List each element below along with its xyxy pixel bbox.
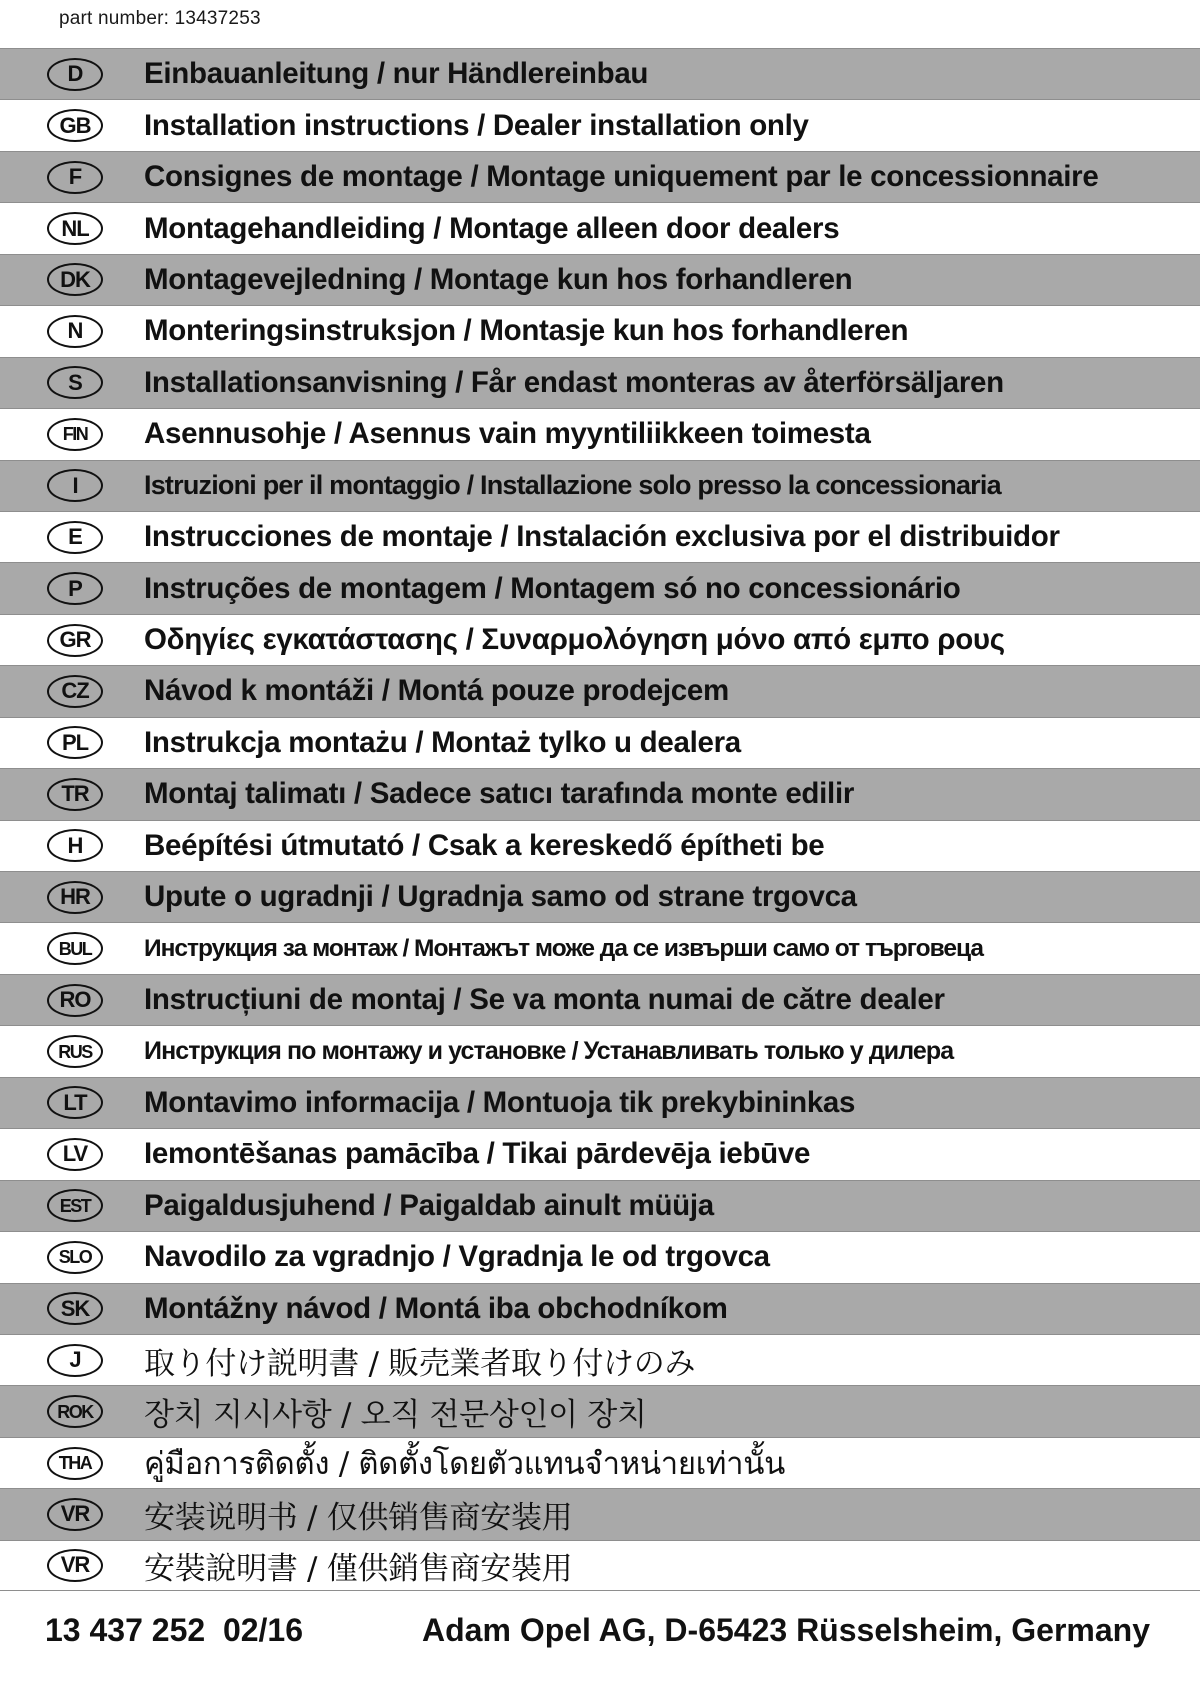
country-badge: RO — [47, 984, 103, 1017]
country-badge: VR — [47, 1498, 103, 1531]
instruction-title: Montážny návod / Montá iba obchodníkom — [144, 1291, 728, 1325]
country-badge: H — [47, 829, 103, 862]
language-row-slo — [0, 1231, 1200, 1282]
country-badge: VR — [47, 1549, 103, 1582]
language-row-h — [0, 820, 1200, 871]
instruction-title: Instrukcja montażu / Montaż tylko u dealera — [144, 725, 741, 759]
country-badge: LT — [47, 1086, 103, 1119]
language-row-lt — [0, 1077, 1200, 1128]
instruction-title: Consignes de montage / Montage uniquement par le concessionnaire — [144, 160, 1099, 194]
instruction-title: Instrucțiuni de montaj / Se va monta numai de către dealer — [144, 983, 945, 1017]
footer — [0, 1612, 1200, 1662]
country-badge: DK — [47, 263, 103, 296]
language-row-pl — [0, 717, 1200, 768]
language-row-nl — [0, 202, 1200, 253]
country-badge: LV — [47, 1138, 103, 1171]
country-badge: SLO — [47, 1241, 103, 1274]
country-badge: PL — [47, 726, 103, 759]
language-row-i — [0, 460, 1200, 511]
country-badge: BUL — [47, 932, 103, 965]
country-badge: EST — [47, 1189, 103, 1222]
instruction-title: Montavimo informacija / Montuoja tik prekybininkas — [144, 1085, 856, 1119]
instruction-title: Instruções de montagem / Montagem só no concessionário — [144, 571, 961, 605]
instruction-title: Návod k montáži / Montá pouze prodejcem — [144, 674, 729, 708]
country-badge: HR — [47, 881, 103, 914]
instruction-title: คู่มือการติดตั้ง / ติดตั้งโดยตัวแทนจำหน่ายเท่านั้น — [144, 1446, 786, 1483]
language-row-fin — [0, 408, 1200, 459]
instruction-title: Instrucciones de montaje / Instalación exclusiva por el distribuidor — [144, 520, 1060, 554]
language-row-cz — [0, 665, 1200, 716]
instruction-title: Montagehandleiding / Montage alleen door dealers — [144, 211, 840, 245]
country-badge: D — [47, 58, 103, 91]
language-row-f — [0, 151, 1200, 202]
language-row-gr — [0, 614, 1200, 665]
country-badge: NL — [47, 212, 103, 245]
language-row-tha — [0, 1437, 1200, 1488]
language-row-j — [0, 1334, 1200, 1385]
language-row-ro — [0, 974, 1200, 1025]
language-row-est — [0, 1180, 1200, 1231]
language-row-vr-traditional — [0, 1540, 1200, 1591]
country-badge: S — [47, 366, 103, 399]
instruction-title: Istruzioni per il montaggio / Installazione solo presso la concessionaria — [144, 470, 1001, 501]
instruction-title: Οδηγίες εγκατάστασης / Συναρμολόγηση μόνο από εμπο ρους — [144, 623, 1005, 657]
instruction-title: 安裝說明書 / 僅供銷售商安裝用 — [144, 1550, 573, 1587]
instruction-title: Montaj talimatı / Sadece satıcı tarafında monte edilir — [144, 777, 855, 811]
instruction-title: Paigaldusjuhend / Paigaldab ainult müüja — [144, 1188, 714, 1222]
country-badge: RUS — [47, 1035, 103, 1068]
language-row-e — [0, 511, 1200, 562]
country-badge: CZ — [47, 675, 103, 708]
country-badge: FIN — [47, 418, 103, 451]
language-row-hr — [0, 871, 1200, 922]
country-badge: ROK — [47, 1395, 103, 1428]
instruction-title: Asennusohje / Asennus vain myyntiliikkeen toimesta — [144, 417, 871, 451]
language-row-bul — [0, 922, 1200, 973]
language-row-n — [0, 305, 1200, 356]
part-number: part number: 13437253 — [59, 8, 261, 29]
language-row-rus — [0, 1025, 1200, 1076]
document-code: 13 437 252 02/16 — [45, 1612, 304, 1648]
instruction-title: 取り付け説明書 / 販売業者取り付けのみ — [144, 1345, 696, 1382]
language-row-p — [0, 562, 1200, 613]
company-address: Adam Opel AG, D-65423 Rüsselsheim, Germany — [422, 1612, 1150, 1648]
country-badge: E — [47, 521, 103, 554]
country-badge: J — [47, 1344, 103, 1377]
country-badge: SK — [47, 1292, 103, 1325]
language-row-rok — [0, 1385, 1200, 1436]
country-badge: I — [47, 469, 103, 502]
language-row-s — [0, 357, 1200, 408]
country-badge: P — [47, 572, 103, 605]
language-row-vr-simplified — [0, 1488, 1200, 1539]
country-badge: F — [47, 161, 103, 194]
instruction-title: Iemontēšanas pamācība / Tikai pārdevēja iebūve — [144, 1137, 811, 1171]
instruction-title: 安装说明书 / 仅供销售商安装用 — [144, 1499, 573, 1536]
country-badge: N — [47, 315, 103, 348]
instruction-title: Installationsanvisning / Får endast monteras av återförsäljaren — [144, 365, 1004, 399]
instruction-title: Installation instructions / Dealer installation only — [144, 108, 809, 142]
instruction-title: Upute o ugradnji / Ugradnja samo od strane trgovca — [144, 880, 857, 914]
instruction-title: Инструкция по монтажу и установке / Устанавливать только у дилера — [144, 1037, 954, 1066]
instruction-title: Инструкция за монтаж / Монтажът може да се извърши само от търговеца — [144, 934, 983, 962]
country-badge: GB — [47, 109, 103, 142]
language-row-gb — [0, 99, 1200, 150]
country-badge: GR — [47, 624, 103, 657]
instruction-title: Einbauanleitung / nur Händlereinbau — [144, 57, 649, 91]
instruction-title: Monteringsinstruksjon / Montasje kun hos forhandleren — [144, 314, 909, 348]
language-row-dk — [0, 254, 1200, 305]
language-row-d — [0, 48, 1200, 99]
country-badge: THA — [47, 1447, 103, 1480]
language-row-sk — [0, 1283, 1200, 1334]
language-row-lv — [0, 1128, 1200, 1179]
instruction-title: Navodilo za vgradnjo / Vgradnja le od trgovca — [144, 1240, 770, 1274]
instruction-title: Beépítési útmutató / Csak a kereskedő építheti be — [144, 828, 825, 862]
language-list — [0, 48, 1200, 1591]
instruction-title: 장치 지시사항 / 오직 전문상인이 장치 — [144, 1397, 647, 1434]
language-row-tr — [0, 768, 1200, 819]
instruction-title: Montagevejledning / Montage kun hos forhandleren — [144, 262, 853, 296]
country-badge: TR — [47, 778, 103, 811]
